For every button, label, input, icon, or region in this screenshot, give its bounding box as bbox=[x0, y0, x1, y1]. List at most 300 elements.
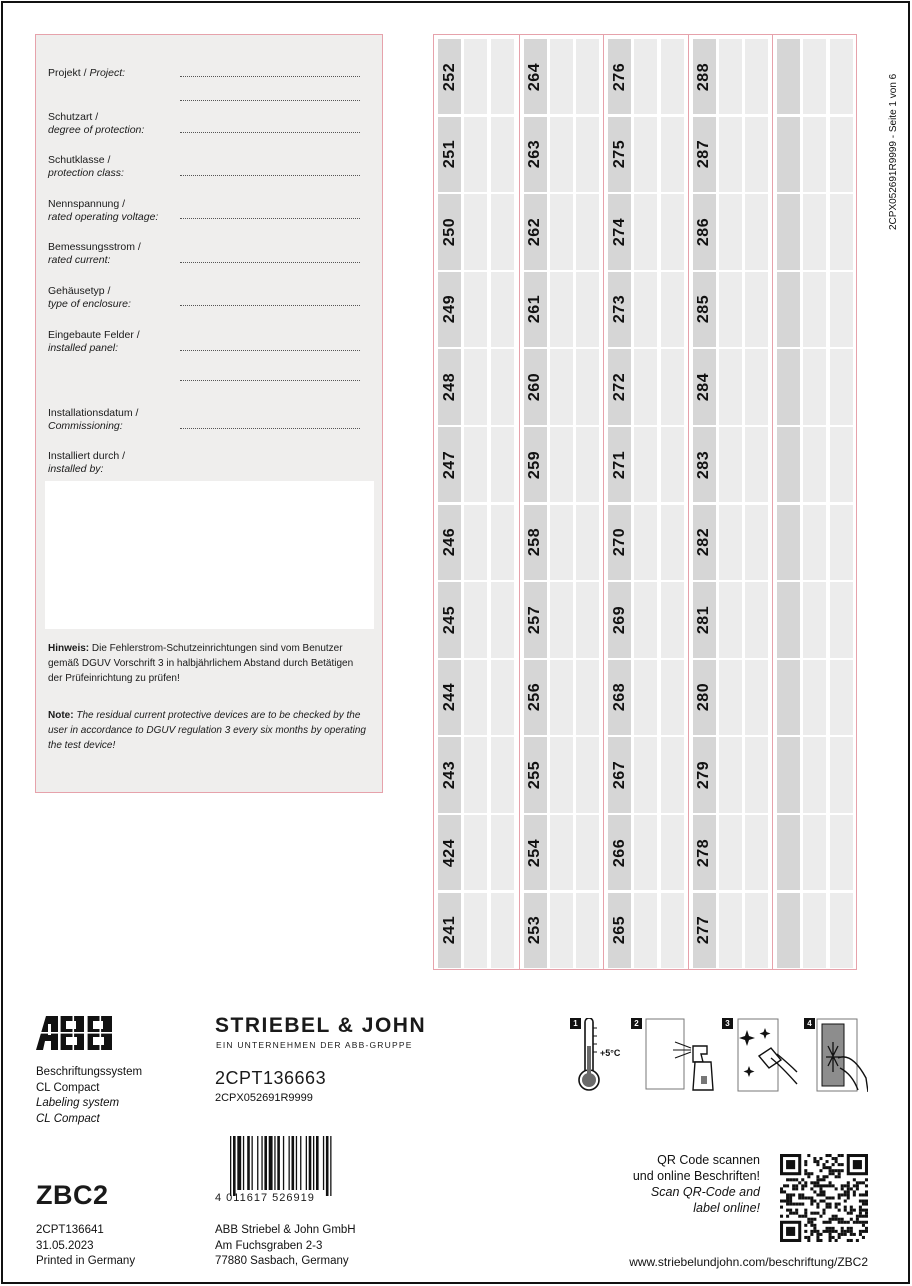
field-project: Projekt / Project: bbox=[48, 67, 126, 79]
label-blank-cell[interactable] bbox=[491, 582, 514, 657]
label-number-cell[interactable] bbox=[777, 893, 800, 968]
label-blank-cell[interactable] bbox=[634, 349, 657, 424]
label-blank-cell[interactable] bbox=[491, 893, 514, 968]
label-blank-cell[interactable] bbox=[491, 505, 514, 580]
qr-module bbox=[835, 1239, 838, 1242]
label-blank-cell[interactable] bbox=[803, 427, 826, 502]
label-blank-cell[interactable] bbox=[464, 194, 487, 269]
qr-module bbox=[786, 1203, 789, 1206]
qr-module bbox=[789, 1209, 792, 1212]
brand-subtitle: EIN UNTERNEHMEN DER ABB-GRUPPE bbox=[216, 1040, 413, 1050]
label-number-cell[interactable] bbox=[438, 582, 461, 657]
qr-module bbox=[792, 1193, 795, 1196]
label-blank-cell[interactable] bbox=[464, 117, 487, 192]
label-blank-cell[interactable] bbox=[719, 117, 742, 192]
qr-module bbox=[822, 1221, 825, 1224]
qr-module bbox=[865, 1184, 868, 1187]
label-blank-cell[interactable] bbox=[550, 39, 573, 114]
label-blank-cell[interactable] bbox=[661, 660, 684, 735]
label-blank-cell[interactable] bbox=[464, 349, 487, 424]
label-number-cell[interactable] bbox=[693, 117, 716, 192]
label-number-cell[interactable] bbox=[777, 272, 800, 347]
label-blank-cell[interactable] bbox=[550, 272, 573, 347]
qr-module bbox=[835, 1218, 838, 1221]
label-number: 260 bbox=[526, 372, 543, 402]
label-blank-cell[interactable] bbox=[830, 815, 853, 890]
qr-module bbox=[865, 1209, 868, 1212]
qr-module bbox=[798, 1193, 801, 1196]
label-blank-cell[interactable] bbox=[830, 272, 853, 347]
label-number-cell[interactable] bbox=[777, 582, 800, 657]
label-blank-cell[interactable] bbox=[550, 505, 573, 580]
qr-module bbox=[813, 1190, 816, 1193]
label-number: 265 bbox=[610, 916, 628, 945]
qr-module bbox=[807, 1236, 810, 1239]
label-number-cell[interactable] bbox=[524, 194, 547, 269]
label-blank-cell[interactable] bbox=[745, 893, 768, 968]
qr-module bbox=[792, 1178, 795, 1181]
label-number-cell[interactable] bbox=[777, 39, 800, 114]
label-blank-cell[interactable] bbox=[803, 815, 826, 890]
label-blank-cell[interactable] bbox=[830, 39, 853, 114]
label-number: 280 bbox=[695, 683, 712, 712]
label-blank-cell[interactable] bbox=[830, 737, 853, 812]
label-blank-cell[interactable] bbox=[550, 349, 573, 424]
qr-module bbox=[829, 1196, 832, 1199]
label-blank-cell[interactable] bbox=[576, 349, 599, 424]
label-blank-cell[interactable] bbox=[719, 272, 742, 347]
qr-module bbox=[822, 1190, 825, 1193]
qr-module bbox=[807, 1221, 810, 1224]
qr-module bbox=[841, 1233, 844, 1236]
label-number-cell[interactable] bbox=[524, 815, 547, 890]
label-blank-cell[interactable] bbox=[634, 272, 657, 347]
label-blank-cell[interactable] bbox=[634, 39, 657, 114]
label-blank-cell[interactable] bbox=[719, 893, 742, 968]
label-blank-cell[interactable] bbox=[576, 893, 599, 968]
label-blank-cell[interactable] bbox=[550, 737, 573, 812]
barcode-bar bbox=[261, 1136, 262, 1190]
label-blank-cell[interactable] bbox=[830, 660, 853, 735]
label-blank-cell[interactable] bbox=[803, 660, 826, 735]
label-number: 252 bbox=[440, 62, 458, 91]
label-blank-cell[interactable] bbox=[661, 505, 684, 580]
qr-module bbox=[862, 1236, 865, 1239]
label-number-cell[interactable] bbox=[693, 815, 716, 890]
label-blank-cell[interactable] bbox=[745, 272, 768, 347]
label-blank-cell[interactable] bbox=[745, 194, 768, 269]
label-blank-cell[interactable] bbox=[803, 737, 826, 812]
qr-module bbox=[856, 1187, 859, 1190]
label-number: 277 bbox=[695, 916, 712, 945]
label-number-cell[interactable] bbox=[438, 427, 461, 502]
label-number-cell[interactable] bbox=[777, 660, 800, 735]
qr-module bbox=[813, 1200, 816, 1203]
qr-module bbox=[795, 1187, 798, 1190]
label-number: 258 bbox=[526, 528, 543, 557]
qr-module bbox=[835, 1230, 838, 1233]
label-number-cell[interactable] bbox=[438, 272, 461, 347]
label-blank-cell[interactable] bbox=[719, 737, 742, 812]
label-blank-cell[interactable] bbox=[661, 117, 684, 192]
label-blank-cell[interactable] bbox=[464, 272, 487, 347]
label-blank-cell[interactable] bbox=[550, 427, 573, 502]
label-blank-cell[interactable] bbox=[464, 427, 487, 502]
field-commissioning-line[interactable] bbox=[180, 428, 360, 429]
label-blank-cell[interactable] bbox=[634, 194, 657, 269]
label-number-cell[interactable] bbox=[438, 737, 461, 812]
qr-module bbox=[819, 1169, 822, 1172]
label-number-cell[interactable] bbox=[524, 117, 547, 192]
qr-module bbox=[829, 1154, 832, 1157]
label-blank-cell[interactable] bbox=[661, 194, 684, 269]
qr-module bbox=[816, 1233, 819, 1236]
qr-module bbox=[810, 1196, 813, 1199]
label-blank-cell[interactable] bbox=[661, 39, 684, 114]
label-number-cell[interactable] bbox=[608, 194, 631, 269]
label-blank-cell[interactable] bbox=[803, 272, 826, 347]
field-installed-panel-line-2[interactable] bbox=[180, 380, 360, 381]
qr-module bbox=[847, 1193, 850, 1196]
field-installed-panel-line[interactable] bbox=[180, 350, 360, 351]
qr-module bbox=[832, 1157, 835, 1160]
label-blank-cell[interactable] bbox=[803, 505, 826, 580]
label-number-cell[interactable] bbox=[608, 117, 631, 192]
label-number-cell[interactable] bbox=[438, 505, 461, 580]
label-blank-cell[interactable] bbox=[661, 272, 684, 347]
field-protection-class-line[interactable] bbox=[180, 175, 360, 176]
label-number: 267 bbox=[610, 760, 628, 790]
qr-module bbox=[859, 1181, 862, 1184]
qr-module bbox=[841, 1221, 844, 1224]
qr-module bbox=[816, 1239, 819, 1242]
label-number-cell[interactable] bbox=[608, 815, 631, 890]
label-blank-cell[interactable] bbox=[550, 893, 573, 968]
label-blank-cell[interactable] bbox=[661, 349, 684, 424]
label-blank-cell[interactable] bbox=[634, 815, 657, 890]
label-blank-cell[interactable] bbox=[634, 660, 657, 735]
qr-module bbox=[822, 1212, 825, 1215]
label-blank-cell[interactable] bbox=[830, 349, 853, 424]
qr-module bbox=[786, 1178, 789, 1181]
label-blank-cell[interactable] bbox=[576, 272, 599, 347]
qr-module bbox=[844, 1206, 847, 1209]
label-number: 257 bbox=[526, 605, 543, 634]
label-blank-cell[interactable] bbox=[745, 505, 768, 580]
label-number-cell[interactable] bbox=[438, 349, 461, 424]
label-number-cell[interactable] bbox=[693, 39, 716, 114]
label-number-cell[interactable] bbox=[524, 893, 547, 968]
qr-module bbox=[859, 1230, 862, 1233]
barcode-bar bbox=[292, 1136, 295, 1190]
label-number-cell[interactable] bbox=[608, 582, 631, 657]
label-blank-cell[interactable] bbox=[576, 117, 599, 192]
qr-module bbox=[844, 1190, 847, 1193]
label-column-group bbox=[434, 35, 519, 969]
qr-module bbox=[847, 1187, 850, 1190]
label-number-cell[interactable] bbox=[524, 427, 547, 502]
label-blank-cell[interactable] bbox=[719, 582, 742, 657]
label-blank-cell[interactable] bbox=[491, 117, 514, 192]
label-blank-cell[interactable] bbox=[803, 349, 826, 424]
label-blank-cell[interactable] bbox=[634, 427, 657, 502]
label-blank-cell[interactable] bbox=[745, 582, 768, 657]
label-blank-cell[interactable] bbox=[745, 427, 768, 502]
label-number-cell[interactable] bbox=[608, 272, 631, 347]
label-number-cell[interactable] bbox=[438, 815, 461, 890]
label-blank-cell[interactable] bbox=[576, 737, 599, 812]
label-number-cell[interactable] bbox=[524, 39, 547, 114]
qr-module bbox=[865, 1200, 868, 1203]
qr-module bbox=[844, 1209, 847, 1212]
qr-module bbox=[816, 1193, 819, 1196]
qr-module bbox=[862, 1209, 865, 1212]
label-blank-cell[interactable] bbox=[745, 737, 768, 812]
qr-module bbox=[792, 1184, 795, 1187]
qr-module bbox=[847, 1196, 850, 1199]
label-blank-cell[interactable] bbox=[464, 815, 487, 890]
label-blank-cell[interactable] bbox=[491, 39, 514, 114]
barcode-bar bbox=[252, 1136, 253, 1190]
qr-module bbox=[853, 1209, 856, 1212]
label-blank-cell[interactable] bbox=[719, 194, 742, 269]
qr-module bbox=[816, 1236, 819, 1239]
label-blank-cell[interactable] bbox=[491, 660, 514, 735]
label-number-cell[interactable] bbox=[777, 427, 800, 502]
label-number-cell[interactable] bbox=[693, 737, 716, 812]
label-blank-cell[interactable] bbox=[661, 815, 684, 890]
label-blank-cell[interactable] bbox=[661, 893, 684, 968]
label-blank-cell[interactable] bbox=[719, 39, 742, 114]
label-blank-cell[interactable] bbox=[576, 505, 599, 580]
qr-module bbox=[786, 1184, 789, 1187]
label-blank-cell[interactable] bbox=[491, 194, 514, 269]
label-blank-cell[interactable] bbox=[661, 582, 684, 657]
label-blank-cell[interactable] bbox=[464, 660, 487, 735]
label-blank-cell[interactable] bbox=[576, 582, 599, 657]
website-url[interactable]: www.striebelundjohn.com/beschriftung/ZBC2 bbox=[629, 1255, 868, 1269]
label-number-cell[interactable] bbox=[693, 349, 716, 424]
field-project-line[interactable] bbox=[180, 76, 360, 77]
barcode-bar bbox=[289, 1136, 290, 1190]
label-number-cell[interactable] bbox=[438, 194, 461, 269]
label-number-cell[interactable] bbox=[524, 349, 547, 424]
label-blank-cell[interactable] bbox=[745, 660, 768, 735]
label-number: 263 bbox=[526, 140, 543, 169]
label-blank-cell[interactable] bbox=[803, 194, 826, 269]
label-number-cell[interactable] bbox=[693, 194, 716, 269]
label-number-cell[interactable] bbox=[777, 117, 800, 192]
label-number-cell[interactable] bbox=[608, 427, 631, 502]
label-column-group bbox=[603, 35, 688, 969]
label-blank-cell[interactable] bbox=[719, 349, 742, 424]
label-number-cell[interactable] bbox=[777, 194, 800, 269]
label-number-cell[interactable] bbox=[693, 427, 716, 502]
label-number-cell[interactable] bbox=[438, 893, 461, 968]
label-blank-cell[interactable] bbox=[464, 505, 487, 580]
installation-info-panel bbox=[35, 34, 383, 793]
label-number-cell[interactable] bbox=[777, 815, 800, 890]
field-rated-voltage-line[interactable] bbox=[180, 218, 360, 219]
qr-module bbox=[829, 1239, 832, 1242]
label-number-cell[interactable] bbox=[693, 505, 716, 580]
qr-module bbox=[841, 1230, 844, 1233]
wipe-clean-icon bbox=[737, 1018, 799, 1092]
label-blank-cell[interactable] bbox=[719, 815, 742, 890]
label-blank-cell[interactable] bbox=[830, 893, 853, 968]
label-number-cell[interactable] bbox=[438, 39, 461, 114]
label-blank-cell[interactable] bbox=[464, 893, 487, 968]
label-blank-cell[interactable] bbox=[576, 194, 599, 269]
qr-module bbox=[859, 1212, 862, 1215]
label-blank-cell[interactable] bbox=[745, 815, 768, 890]
label-number-cell[interactable] bbox=[608, 660, 631, 735]
step-2-number: 2 bbox=[631, 1018, 642, 1029]
label-number-cell[interactable] bbox=[608, 737, 631, 812]
qr-module bbox=[844, 1193, 847, 1196]
label-number-cell[interactable] bbox=[524, 505, 547, 580]
qr-module bbox=[844, 1221, 847, 1224]
label-blank-cell[interactable] bbox=[491, 737, 514, 812]
field-rated-current-line[interactable] bbox=[180, 262, 360, 263]
label-blank-cell[interactable] bbox=[803, 582, 826, 657]
qr-module bbox=[853, 1160, 862, 1169]
qr-module bbox=[826, 1160, 829, 1163]
qr-module bbox=[810, 1203, 813, 1206]
barcode-bar bbox=[264, 1136, 267, 1190]
qr-module bbox=[835, 1187, 838, 1190]
qr-code[interactable] bbox=[780, 1154, 868, 1242]
qr-module bbox=[829, 1218, 832, 1221]
label-number-cell[interactable] bbox=[608, 39, 631, 114]
label-number-cell[interactable] bbox=[693, 660, 716, 735]
qr-module bbox=[835, 1206, 838, 1209]
label-number-cell[interactable] bbox=[608, 349, 631, 424]
qr-module bbox=[832, 1184, 835, 1187]
qr-module bbox=[807, 1175, 810, 1178]
label-blank-cell[interactable] bbox=[634, 117, 657, 192]
label-blank-cell[interactable] bbox=[491, 815, 514, 890]
label-number-cell[interactable] bbox=[524, 660, 547, 735]
qr-module bbox=[819, 1200, 822, 1203]
label-blank-cell[interactable] bbox=[576, 427, 599, 502]
label-blank-cell[interactable] bbox=[719, 427, 742, 502]
label-blank-cell[interactable] bbox=[830, 505, 853, 580]
label-blank-cell[interactable] bbox=[464, 737, 487, 812]
qr-module bbox=[822, 1178, 825, 1181]
label-blank-cell[interactable] bbox=[464, 39, 487, 114]
label-blank-cell[interactable] bbox=[803, 117, 826, 192]
qr-module bbox=[801, 1184, 804, 1187]
field-enclosure-type-line[interactable] bbox=[180, 305, 360, 306]
qr-module bbox=[795, 1184, 798, 1187]
label-blank-cell[interactable] bbox=[634, 582, 657, 657]
qr-module bbox=[810, 1187, 813, 1190]
label-blank-cell[interactable] bbox=[830, 194, 853, 269]
qr-module bbox=[850, 1227, 853, 1230]
label-blank-cell[interactable] bbox=[576, 660, 599, 735]
qr-module bbox=[832, 1215, 835, 1218]
qr-module bbox=[807, 1218, 810, 1221]
label-blank-cell[interactable] bbox=[719, 505, 742, 580]
label-number-cell[interactable] bbox=[693, 272, 716, 347]
label-blank-cell[interactable] bbox=[830, 582, 853, 657]
label-number-cell[interactable] bbox=[524, 272, 547, 347]
label-blank-cell[interactable] bbox=[803, 893, 826, 968]
qr-module bbox=[835, 1160, 838, 1163]
qr-module bbox=[853, 1178, 856, 1181]
label-blank-cell[interactable] bbox=[634, 505, 657, 580]
qr-module bbox=[816, 1181, 819, 1184]
label-number: 250 bbox=[440, 217, 458, 246]
qr-module bbox=[804, 1230, 807, 1233]
label-number-cell[interactable] bbox=[524, 737, 547, 812]
label-blank-cell[interactable] bbox=[719, 660, 742, 735]
qr-module bbox=[819, 1233, 822, 1236]
label-blank-cell[interactable] bbox=[634, 737, 657, 812]
qr-module bbox=[807, 1154, 810, 1157]
label-number-cell[interactable] bbox=[608, 893, 631, 968]
label-blank-cell[interactable] bbox=[745, 39, 768, 114]
qr-module bbox=[850, 1212, 853, 1215]
field-project-line-2[interactable] bbox=[180, 100, 360, 101]
label-blank-cell[interactable] bbox=[576, 815, 599, 890]
field-protection-degree-line[interactable] bbox=[180, 132, 360, 133]
label-blank-cell[interactable] bbox=[661, 737, 684, 812]
label-blank-cell[interactable] bbox=[803, 39, 826, 114]
label-blank-cell[interactable] bbox=[745, 349, 768, 424]
label-blank-cell[interactable] bbox=[491, 427, 514, 502]
label-blank-cell[interactable] bbox=[634, 893, 657, 968]
qr-module bbox=[832, 1236, 835, 1239]
label-blank-cell[interactable] bbox=[830, 427, 853, 502]
label-blank-cell[interactable] bbox=[491, 272, 514, 347]
label-blank-cell[interactable] bbox=[830, 117, 853, 192]
label-blank-cell[interactable] bbox=[550, 582, 573, 657]
qr-module bbox=[780, 1215, 783, 1218]
qr-module bbox=[826, 1221, 829, 1224]
label-number-cell[interactable] bbox=[777, 349, 800, 424]
barcode-bar bbox=[300, 1136, 301, 1190]
label-blank-cell[interactable] bbox=[464, 582, 487, 657]
label-blank-cell[interactable] bbox=[550, 117, 573, 192]
label-number-cell[interactable] bbox=[693, 893, 716, 968]
label-blank-cell[interactable] bbox=[576, 39, 599, 114]
label-number-cell[interactable] bbox=[777, 505, 800, 580]
qr-module bbox=[816, 1230, 819, 1233]
qr-module bbox=[807, 1172, 810, 1175]
qr-module bbox=[819, 1239, 822, 1242]
label-number-cell[interactable] bbox=[777, 737, 800, 812]
label-blank-cell[interactable] bbox=[550, 194, 573, 269]
label-number-cell[interactable] bbox=[608, 505, 631, 580]
qr-module bbox=[853, 1233, 856, 1236]
installed-by-box[interactable] bbox=[45, 481, 374, 629]
qr-module bbox=[798, 1181, 801, 1184]
label-blank-cell[interactable] bbox=[550, 660, 573, 735]
label-blank-cell[interactable] bbox=[550, 815, 573, 890]
label-blank-cell[interactable] bbox=[491, 349, 514, 424]
label-number-cell[interactable] bbox=[438, 660, 461, 735]
qr-module bbox=[865, 1178, 868, 1181]
label-blank-cell[interactable] bbox=[745, 117, 768, 192]
label-number-cell[interactable] bbox=[693, 582, 716, 657]
label-number-cell[interactable] bbox=[438, 117, 461, 192]
barcode-bar bbox=[257, 1136, 258, 1190]
label-blank-cell[interactable] bbox=[661, 427, 684, 502]
label-number-cell[interactable] bbox=[524, 582, 547, 657]
qr-module bbox=[826, 1230, 829, 1233]
